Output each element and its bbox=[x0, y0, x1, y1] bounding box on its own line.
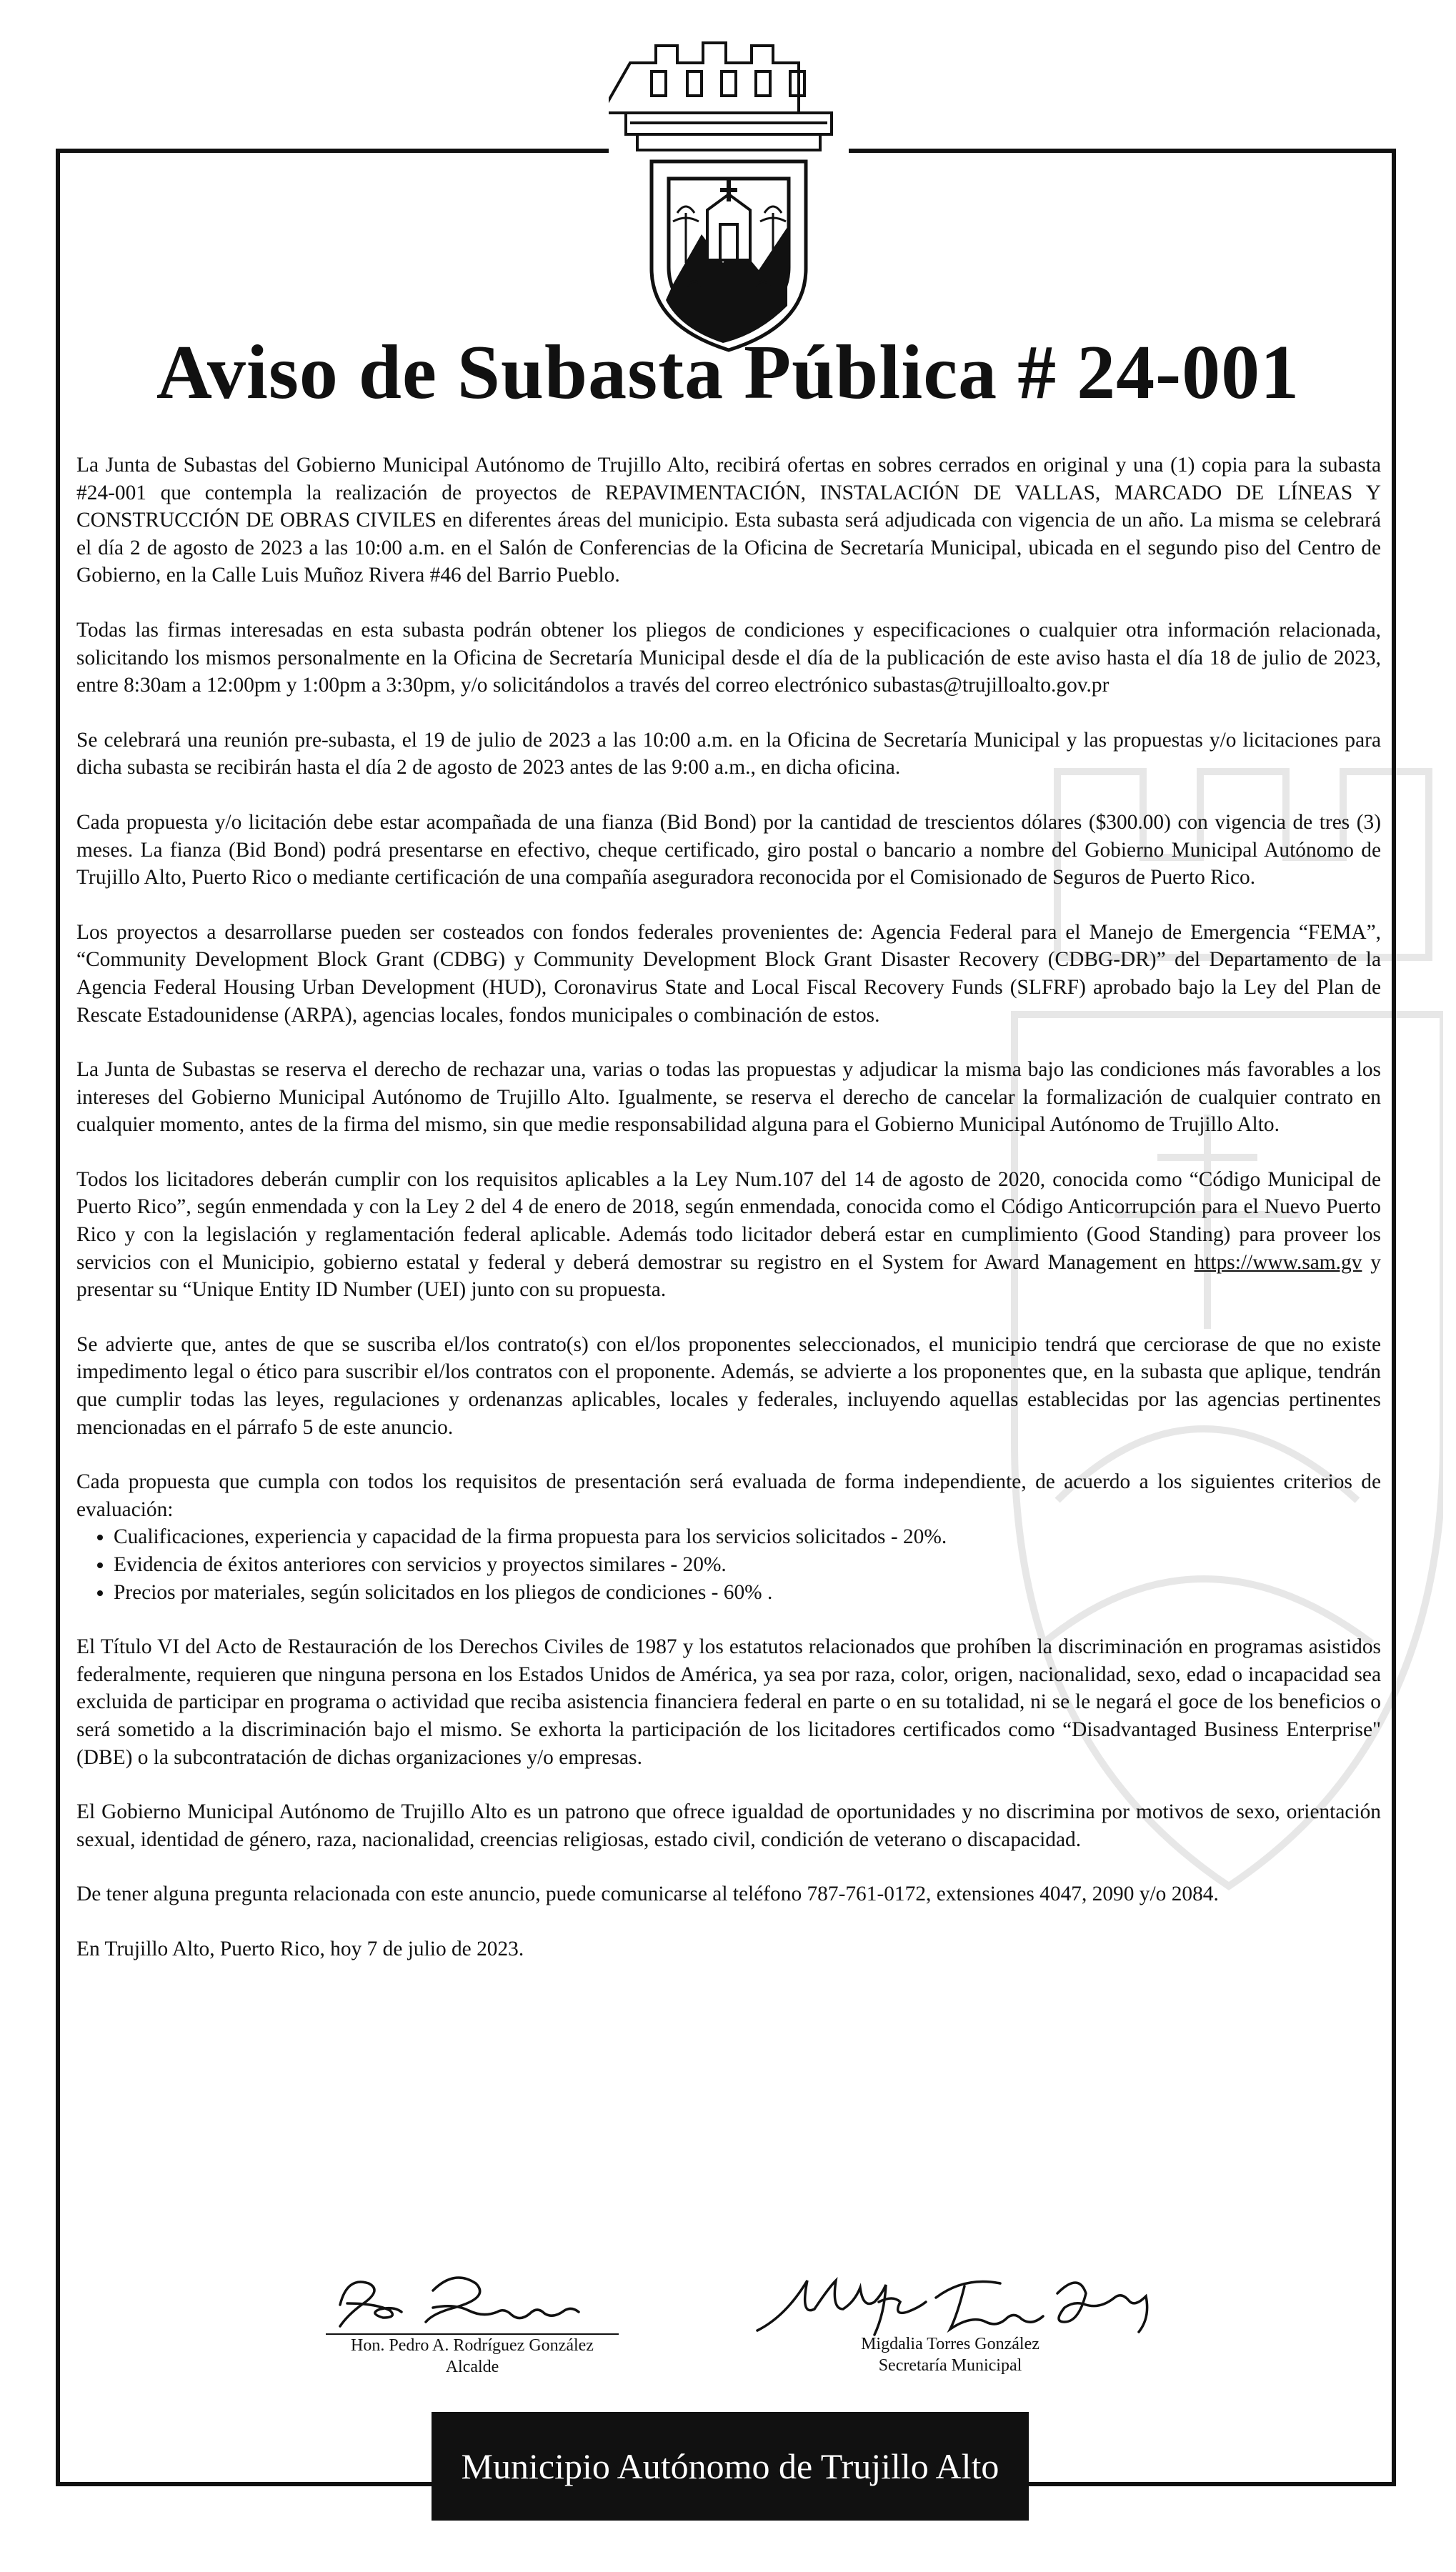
criteria-item: • Precios por materiales, según solicitados en los pliegos de condiciones - 60% . bbox=[114, 1579, 1381, 1607]
paragraph-1-text-a: La Junta de Subastas del Gobierno Municipal Autónomo de Trujillo Alto, recibirá ofertas en sobres cerrados en original y una (1) copia para la subasta #24-001 que contempla la realización de proyectos de bbox=[76, 454, 1381, 504]
paragraph-11: El Gobierno Municipal Autónomo de Trujillo Alto es un patrono que ofrece igualdad de oportunidades y no discrimina por motivos de sexo, orientación sexual, identidad de género, raza, nacionalidad, creencias religiosas, estado civil, condición de veterano o discapacidad. bbox=[76, 1800, 1381, 1851]
mayor-signature bbox=[326, 2262, 626, 2341]
criteria-list bbox=[76, 1523, 1381, 1606]
secretary-title: Secretaría Municipal bbox=[878, 2356, 1022, 2375]
criteria-item: • Evidencia de éxitos anteriores con servicios y proyectos similares - 20%. bbox=[114, 1551, 1381, 1579]
paragraph-1 bbox=[76, 452, 1381, 589]
notice-body bbox=[76, 452, 1381, 1990]
paragraph-8: Se advierte que, antes de que se suscriba el/los contrato(s) con el/los proponentes seleccionados, el municipio tendrá que cerciorase de que no existe impedimento legal o ético para suscribir el/los contratos con el proponente. Además, se advierte a los proponentes que, en la subasta que aplique, tendrán que cumplir todas las leyes, regulaciones y ordenanzas aplicables, locales y federales, incluyendo aquellas establecidas por las agencias pertinentes mencionadas en el párrafo 5 de este anuncio. bbox=[76, 1332, 1381, 1439]
paragraph-7-text-a: Todos los licitadores deberán cumplir con los requisitos aplicables a la Ley Num.107 del 14 de agosto de 2020, conocida como “Código Municipal de Puerto Rico”, según enmendada y con la Ley 2 del 4 de enero de 2018, según enmendada, conocida como el Código Anticorrupción para el Nuevo Puerto Rico y con la legislación y reglamentación federal aplicable. Además todo licitador deberá estar en cumplimiento (Good Standing) para proveer los servicios con el Municipio, gobierno estatal y federal y deberá demostrar su registro en el System for Award Management en bbox=[76, 1167, 1381, 1274]
paragraph-5: Los proyectos a desarrollarse pueden ser costeados con fondos federales provenientes de: Agencia Federal para el Manejo de Emergencia “FEMA”, “Community Development Block Grant (CDBG) y Community Development Block Grant Disaster Recovery (CDBG-DR)” del Departamento de la Agencia Federal Housing Urban Development (HUD), Coronavirus State and Local Fiscal Recovery Funds (SLFRF) aprobado bajo la Ley del Plan de Rescate Estadounidense (ARPA), agencias locales, fondos municipales o combinación de estos. bbox=[76, 920, 1381, 1027]
paragraph-2: Todas las firmas interesadas en esta subasta podrán obtener los pliegos de condiciones y especificaciones o cualquier otra información relacionada, solicitando los mismos personalmente en la Oficina de Secretaría Municipal desde el día de la publicación de este aviso hasta el día 18 de julio de 2023, entre 8:30am a 12:00pm y 1:00pm a 3:30pm, y/o solicitándolos a través del correo electrónico subastas@trujilloalto.gov.pr bbox=[76, 618, 1381, 697]
secretary-signature-block bbox=[843, 2333, 1057, 2376]
mayor-title: Alcalde bbox=[445, 2358, 499, 2376]
paragraph-12: De tener alguna pregunta relacionada con este anuncio, puede comunicarse al teléfono 787-761-0172, extensiones 4047, 2090 y/o 2084. bbox=[76, 1883, 1219, 1906]
paragraph-6: La Junta de Subastas se reserva el derecho de rechazar una, varias o todas las propuestas y adjudicar la misma bajo las condiciones más favorables a los intereses del Gobierno Municipal Autónomo de Trujillo Alto. Igualmente, se reserva el derecho de cancelar la formalización de cualquier contrato en cualquier momento, antes de la firma del mismo, sin que medie responsabilidad alguna para el Gobierno Municipal Autónomo de Trujillo Alto. bbox=[76, 1058, 1381, 1137]
mayor-name: Hon. Pedro A. Rodríguez González bbox=[351, 2336, 594, 2355]
paragraph-1-projects: REPAVIMENTACIÓN, INSTALACIÓN DE VALLAS, MARCADO DE LÍNEAS Y CONSTRUCCIÓN DE OBRAS CIVILES bbox=[76, 481, 1381, 532]
paragraph-13: En Trujillo Alto, Puerto Rico, hoy 7 de julio de 2023. bbox=[76, 1937, 524, 1960]
sam-link[interactable]: https://www.sam.gv bbox=[1194, 1250, 1362, 1274]
paragraph-3: Se celebrará una reunión pre-subasta, el 19 de julio de 2023 a las 10:00 a.m. en la Oficina de Secretaría Municipal y las propuestas y/o licitaciones para dicha subasta se recibirán hasta el día 2 de agosto de 2023 antes de las 9:00 a.m., en dicha oficina. bbox=[76, 728, 1381, 779]
paragraph-1-text-c: en diferentes áreas del municipio. Esta subasta será adjudicada con vigencia de un año. La misma se celebrará el día 2 de agosto de 2023 a las 10:00 a.m. en el Salón de Conferencias de la Oficina de Secretaría Municipal, ubicada en el segundo piso del Centro de Gobierno, en la Calle Luis Muñoz Rivera #46 del Barrio Pueblo. bbox=[76, 509, 1381, 587]
secretary-name: Migdalia Torres González bbox=[861, 2335, 1039, 2353]
paragraph-7-text-b: y presentar su “Unique Entity ID Number (UEI) junto con su propuesta. bbox=[76, 1250, 1381, 1302]
paragraph-9: Cada propuesta que cumpla con todos los requisitos de presentación será evaluada de forma independiente, de acuerdo a los siguientes criterios de evaluación: bbox=[76, 1470, 1381, 1521]
paragraph-7 bbox=[76, 1166, 1381, 1304]
mayor-signature-block bbox=[326, 2333, 619, 2378]
criteria-item: • Cualificaciones, experiencia y capacidad de la firma propuesta para los servicios solicitados - 20%. bbox=[114, 1523, 1381, 1551]
footer-banner: Municipio Autónomo de Trujillo Alto bbox=[432, 2412, 1029, 2521]
municipal-crest bbox=[609, 20, 849, 356]
page-title: Aviso de Subasta Pública # 24-001 bbox=[156, 330, 1300, 415]
paragraph-10: El Título VI del Acto de Restauración de los Derechos Civiles de 1987 y los estatutos relacionados que prohíben la discriminación en programas asistidos federalmente, requieren que ninguna persona en los Estados Unidos de América, ya sea por raza, color, origen, nacionalidad, sexo, edad o incapacidad sea excluida de participar en programa o actividad que reciba asistencia financiera federal en parte o en su totalidad, ni se le negará el goce de los beneficios o será sometido a la discriminación bajo el mismo. Se exhorta la participación de los licitadores certificados como “Disadvantaged Business Enterprise" (DBE) o la subcontratación de dichas organizaciones y/o empresas. bbox=[76, 1635, 1381, 1769]
paragraph-4: Cada propuesta y/o licitación debe estar acompañada de una fianza (Bid Bond) por la cantidad de trescientos dólares ($300.00) con vigencia de tres (3) meses. La fianza (Bid Bond) podrá presentarse en efectivo, cheque certificado, giro postal o bancario a nombre del Gobierno Municipal Autónomo de Trujillo Alto, Puerto Rico o mediante certificación de una compañía aseguradora reconocida por el Comisionado de Seguros de Puerto Rico. bbox=[76, 810, 1381, 889]
